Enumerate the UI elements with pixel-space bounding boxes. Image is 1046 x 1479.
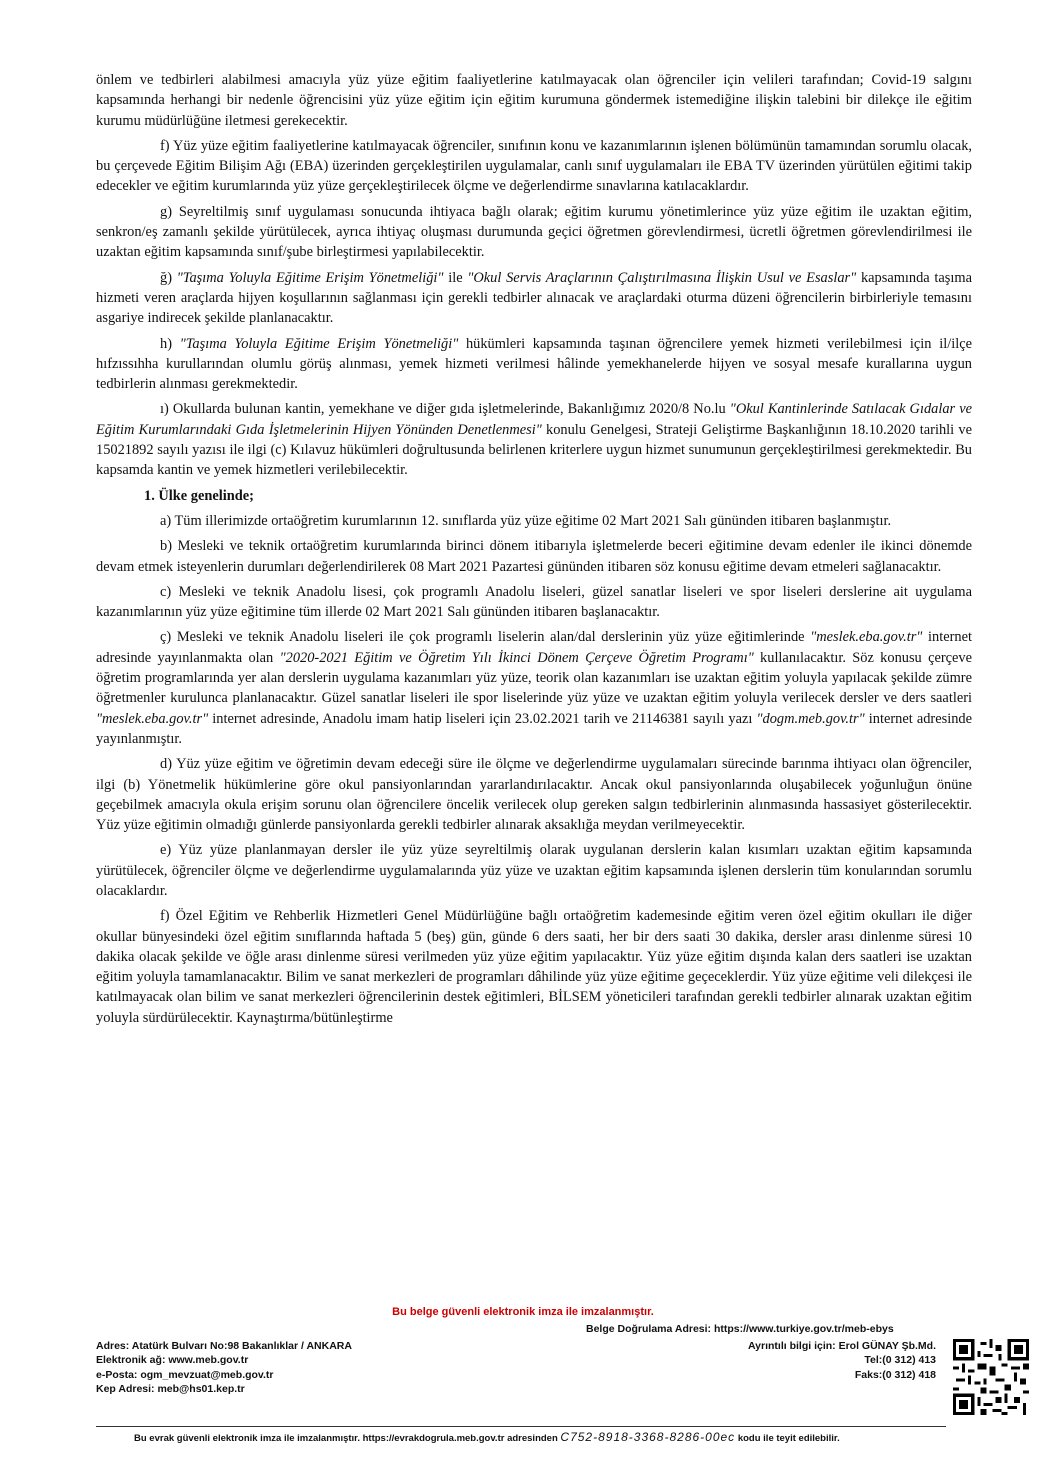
footer-address: Adres: Atatürk Bulvarı No:98 Bakanlıklar / ANKARA: [96, 1340, 352, 1352]
footer-contact-left: [96, 1339, 352, 1397]
footer-web: Elektronik ağ: www.meb.gov.tr: [96, 1354, 249, 1367]
paragraph: ı) Okullarda bulunan kantin, yemekhane ve diğer gıda işletmelerinde, Bakanlığımız 2020/8 No.lu "Okul Kantinlerinde Satılacak Gıdalar ve Eğitim Kurumlarındaki Gıda İşletmelerinin Hijyen Yönünden Denetlenmesi" konulu Genelgesi, Strateji Geliştirme Başkanlığının 18.10.2020 tarihli ve 15021892 sayılı yazısı ile ilgi (c) Kılavuz hükümleri doğrultusunda belirlenen kriterlere uygun hizmet sunumunun gerçekleştirilmesi gerekmektedir. Bu kapsamda kantin ve yemek hizmetleri verilebilecektir.: [96, 401, 972, 479]
document-body: [96, 70, 972, 1033]
footer-contact-right: [748, 1339, 936, 1382]
paragraph: f) Özel Eğitim ve Rehberlik Hizmetleri Genel Müdürlüğüne bağlı ortaöğretim kademesinde eğitim veren özel eğitim okulları ile diğer okullar bünyesindeki özel eğitim sınıflarında haftada 5 (beş) gün, günde 6 ders saati, her bir ders saati 30 dakika, dersler arası dinlenme süresi 10 dakika olacak şekilde ve öğle arası dinlenme süresi verilmeden yüz yüze eğitim yapılacaktır. Yüz yüze eğitim dışında kalan ders saatleri ise uzaktan eğitim yoluyla tamamlanacaktır. Bilim ve sanat merkezleri de programları dâhilinde yüz yüze eğitime geçeceklerdir. Yüz yüze eğitime veli dilekçesi ile katılmayacak olan bilim ve sanat merkezleri öğrencilerinin destek eğitimleri, BİLSEM yöneticileri tarafından gerekli tedbirler alınarak uzaktan eğitim yoluyla sürdürülecektir. Kaynaştırma/bütünleştirme: [96, 908, 972, 1026]
footer-divider: [96, 1426, 946, 1427]
paragraph: d) Yüz yüze eğitim ve öğretimin devam edeceği süre ile ölçme ve değerlendirme uygulamaları sürecinde barınma ihtiyacı olan öğrenciler, ilgi (b) Yönetmelik hükümlerine göre okul pansiyonlarından yararlandırılacaktır. Ancak okul pansiyonlarında oluşabilecek yoğunluğun önüne geçebilmek amacıyla okula erişim sorunu olan öğrencilere öncelik verilecek olup gereken salgın tedbirlerinin alınmasında hassasiyet gösterilecektir. Yüz yüze eğitimin olmadığı günlerde pansiyonlarda gerekli tedbirler alınarak aksaklığa meydan verilmeyecektir.: [96, 756, 972, 834]
verification-address: Belge Doğrulama Adresi: https://www.turkiye.gov.tr/meb-ebys: [586, 1323, 894, 1335]
paragraph: ğ) "Taşıma Yoluyla Eğitime Erişim Yönetmeliği" ile "Okul Servis Araçlarının Çalıştırılmasına İlişkin Usul ve Esaslar" kapsamında taşıma hizmeti veren araçlarda hijyen koşullarının sağlanması için gerekli tedbirler alınacak ve araçlardaki oturma düzeni öğrencilerin birbirleriyle temasını asgariye indirecek şekilde planlanacaktır.: [96, 269, 972, 327]
paragraph: c) Mesleki ve teknik Anadolu lisesi, çok programlı Anadolu liseleri, güzel sanatlar liseleri ve spor liseleri derslerine ait uygulama kazanımlarının yüz yüze eğitimine tüm illerde 02 Mart 2021 Salı gününden itibaren başlanacaktır.: [96, 583, 972, 621]
footer-phone: Tel:(0 312) 413: [864, 1354, 936, 1367]
document-footer: [96, 1322, 946, 1412]
verification-prefix: Bu evrak güvenli elektronik imza ile imzalanmıştır. https://evrakdogrula.meb.gov.tr adresinden: [134, 1433, 558, 1444]
paragraph: f) Yüz yüze eğitim faaliyetlerine katılmayacak öğrenciler, sınıfının konu ve kazanımlarının işlenen bölümünün tamamından sorumlu olacak, bu çerçevede Eğitim Bilişim Ağı (EBA) üzerinden gerçekleştirilen uygulamalar, canlı sınıf uygulamaları ile EBA TV üzerinden yürütülen eğitimi takip edecekler ve eğitim kurumlarında yüz yüze gerçekleştirilecek ölçme ve değerlendirme sınavlarına katılacaklardır.: [96, 137, 972, 195]
footer-kep: Kep Adresi: meb@hs01.kep.tr: [96, 1383, 245, 1396]
paragraph: b) Mesleki ve teknik ortaöğretim kurumlarında birinci dönem itibarıyla işletmelerde beceri eğitimine devam edenler ile ikinci dönemde devam etmek isteyenlerin durumları değerlendirilerek 08 Mart 2021 Pazartesi gününden itibaren söz konusu eğitime devam etmeleri sağlanacaktır.: [96, 538, 972, 575]
footer-contact-person: Ayrıntılı bilgi için: Erol GÜNAY Şb.Md.: [747, 1340, 936, 1352]
paragraph: ç) Mesleki ve teknik Anadolu liseleri ile çok programlı liselerin alan/dal derslerinin yüz yüze eğitimlerinde "meslek.eba.gov.tr" internet adresinde yayınlanmakta olan "2020-2021 Eğitim ve Öğretim Yılı İkinci Dönem Çerçeve Öğretim Programı" kullanılacaktır. Söz konusu çerçeve öğretim programlarında yer alan derslerin uygulama kazanımları yüz yüze, teorik olan kazanımları ise uzaktan eğitim yoluyla yapılacak şekilde zümre öğretmenler kurulunca planlanacaktır. Güzel sanatlar liseleri ile spor liselerinde yüz yüze ve uzaktan eğitim yoluyla verilecek dersler ve ders saatleri "meslek.eba.gov.tr" internet adresinde, Anadolu imam hatip liseleri için 23.02.2021 tarih ve 21146381 sayılı yazı "dogm.meb.gov.tr" internet adresinde yayınlanmıştır.: [96, 629, 972, 747]
paragraph: g) Seyreltilmiş sınıf uygulaması sonucunda ihtiyaca bağlı olarak; eğitim kurumu yönetimlerince yüz yüze eğitim ile uzaktan eğitim, senkron/eş zamanlı şekilde yürütülecek, ayrıca ihtiyaç oluşması durumunda geçici öğretmen görevlendirmesi, ücretli öğretmen görevlendirilmesi ile uzaktan eğitim kapsamında sınıf/şube birleştirmesi yapılabilecektir.: [96, 203, 972, 261]
verification-suffix: kodu ile teyit edilebilir.: [737, 1433, 840, 1444]
paragraph: önlem ve tedbirleri alabilmesi amacıyla yüz yüze eğitim faaliyetlerine katılmayacak olan öğrenciler için velileri tarafından; Covid-19 salgını kapsamında herhangi bir nedenle öğrencisini yüz yüze eğitim için eğitim kurumuna göndermek istemediğine ilişkin talebini bir dilekçe ile eğitim kurumu müdürlüğüne iletmesi gerekecektir.: [96, 72, 972, 129]
verification-note: [134, 1430, 934, 1444]
e-signature-note: Bu belge güvenli elektronik imza ile imzalanmıştır.: [392, 1306, 654, 1318]
qr-code-icon: [953, 1339, 1029, 1415]
paragraph: e) Yüz yüze planlanmayan dersler ile yüz yüze seyreltilmiş olarak uygulanan derslerin kalan kısımları uzaktan eğitim kapsamında yürütülecek, öğrenciler ölçme ve değerlendirme uygulamalarında yüz yüze ve uzaktan eğitim kapsamında işlenen derslerin tüm konularından sorumlu olacaklardır.: [96, 842, 972, 899]
section-heading: 1. Ülke genelinde;: [144, 487, 254, 504]
paragraph: a) Tüm illerimizde ortaöğretim kurumlarının 12. sınıflarda yüz yüze eğitime 02 Mart 2021 Salı gününden itibaren başlanmıştır.: [160, 512, 892, 529]
paragraph: h) "Taşıma Yoluyla Eğitime Erişim Yönetmeliği" hükümleri kapsamında taşınan öğrencilere yemek hizmeti verilebilmesi için il/ilçe hıfzıssıhha kurullarından olumlu görüş alınması, yemek hizmeti verilmesi hâlinde yemekhanelerde hijyen ve sosyal mesafe kurallarına uygun tedbirlerin alınması gerekmektedir.: [96, 335, 972, 393]
verification-code: C752-8918-3368-8286-00ec: [560, 1430, 736, 1444]
footer-email: e-Posta: ogm_mevzuat@meb.gov.tr: [96, 1368, 274, 1381]
footer-fax: Faks:(0 312) 418: [854, 1368, 936, 1381]
